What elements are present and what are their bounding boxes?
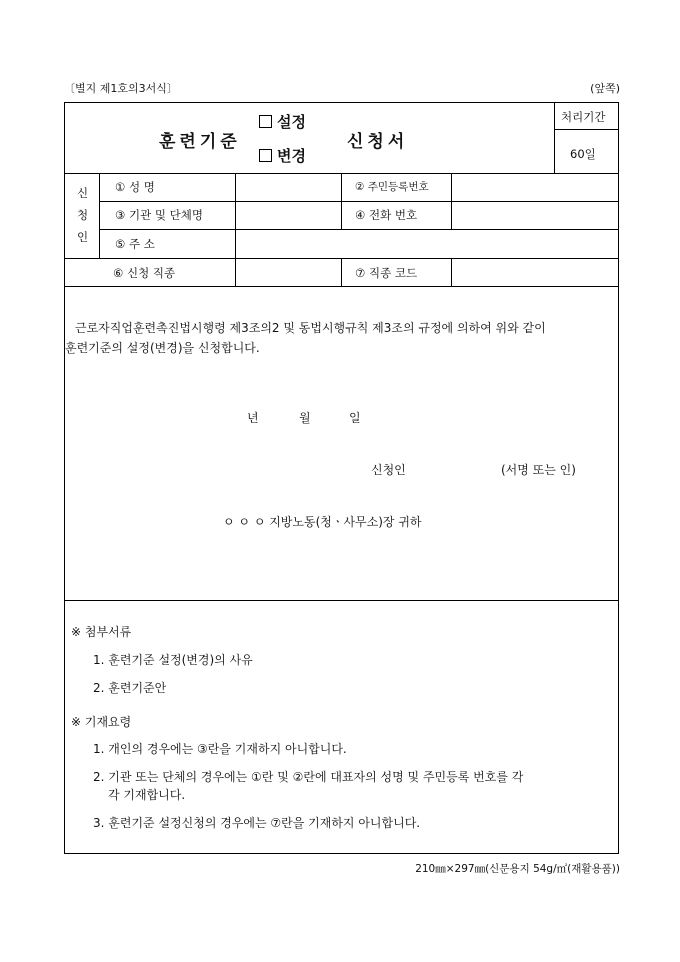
paper-spec-footer: 210㎜×297㎜(신문용지 54g/㎡(재활용품)) [415,863,620,875]
processing-period-label: 처리기간 [561,110,606,124]
phone-label: ④ 전화 번호 [355,208,418,222]
organization-label: ③ 기관 및 단체명 [115,208,203,222]
form-number: 〔별지 제1호의3서식〕 [64,82,178,95]
option-establish-label: 설정 [277,113,306,131]
attachment-item-1: 1. 훈련기준 설정(변경)의 사유 [93,653,253,667]
resident-id-field[interactable] [453,174,617,200]
job-code-label: ⑦ 직종 코드 [355,266,418,280]
date-month-label: 월 [299,411,311,425]
form-title-suffix: 신청서 [347,132,409,152]
job-code-field[interactable] [453,259,617,285]
job-type-label: ⑥ 신청 직종 [113,266,176,280]
applicant-group-char-3: 인 [77,230,89,244]
establish-checkbox[interactable] [259,115,272,128]
instruction-item-1: 1. 개인의 경우에는 ③란을 기재하지 아니합니다. [93,742,347,756]
address-field[interactable] [237,230,617,257]
option-change [259,145,306,166]
instruction-item-2-line-1: 2. 기관 또는 단체의 경우에는 ①란 및 ②란에 대표자의 성명 및 주민등록 번호를 각 [93,770,524,784]
name-field[interactable] [237,174,340,200]
date-day-label: 일 [349,411,361,425]
instruction-item-2-line-2: 각 기재합니다. [108,788,186,802]
processing-period-value: 60일 [570,147,596,161]
name-label: ① 성 명 [115,180,155,194]
date-year-label: 년 [247,411,259,425]
instruction-item-3: 3. 훈련기준 설정신청의 경우에는 ⑦란을 기재하지 아니합니다. [93,816,421,830]
option-change-label: 변경 [277,147,306,165]
instructions-heading: ※ 기재요령 [71,715,132,729]
form-title-main: 훈련기준 [159,132,241,152]
application-form [64,102,619,854]
applicant-sign-label: 신청인 [371,463,406,477]
option-establish [259,111,306,132]
attachment-item-2: 2. 훈련기준안 [93,681,167,695]
statement-line-1: 근로자직업훈련촉진법시행령 제3조의2 및 동법시행규칙 제3조의 규정에 의하여 위와 같이 [75,321,546,335]
signature-placeholder: (서명 또는 인) [501,463,576,477]
applicant-group-char-2: 청 [77,208,89,222]
page-side-label: (앞쪽) [590,82,620,95]
attachments-heading: ※ 첨부서류 [71,625,132,639]
address-label: ⑤ 주 소 [115,237,155,251]
statement-line-2: 훈련기준의 설정(변경)을 신청합니다. [65,341,260,355]
recipient-line: ㅇ ㅇ ㅇ 지방노동(청ㆍ사무소)장 귀하 [223,515,422,529]
resident-id-label: ② 주민등록번호 [355,181,429,193]
change-checkbox[interactable] [259,149,272,162]
job-type-field[interactable] [237,259,340,285]
applicant-group-char-1: 신 [77,186,89,200]
organization-field[interactable] [237,202,340,228]
phone-field[interactable] [453,202,617,228]
